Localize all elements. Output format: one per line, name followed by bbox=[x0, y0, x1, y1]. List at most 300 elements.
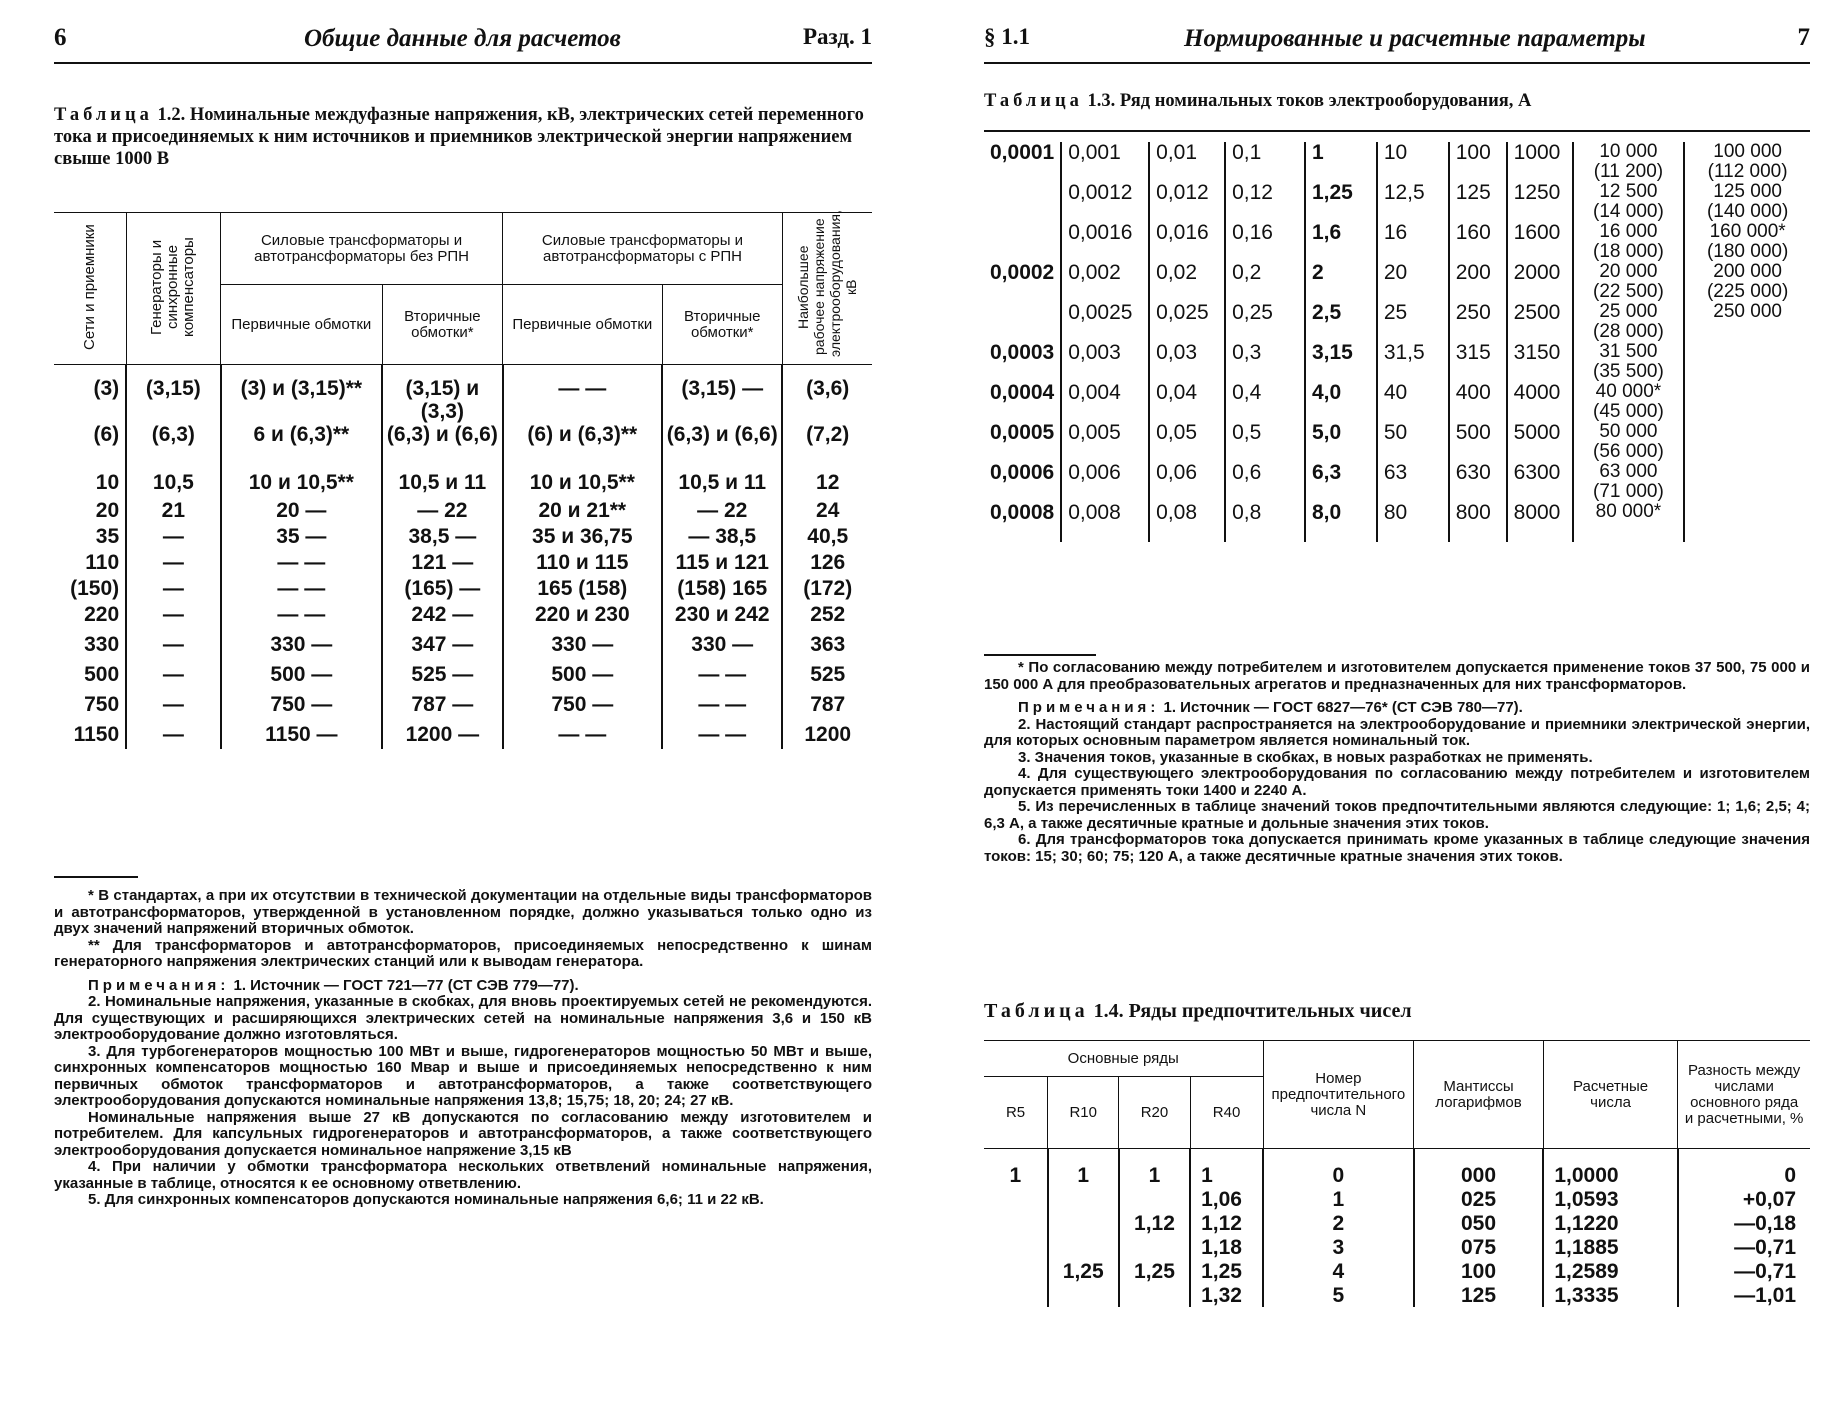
table-cell: 0,4 bbox=[1225, 382, 1305, 422]
table-cell: 330 bbox=[84, 632, 120, 656]
table-cell: 787 — bbox=[382, 689, 502, 719]
table-cell: 0,6 bbox=[1225, 462, 1305, 502]
table-cell: 35 bbox=[95, 525, 120, 548]
table-cell: 0,3 bbox=[1225, 342, 1305, 382]
table-cell: 0,012 bbox=[1149, 182, 1225, 222]
table-cell: 330 — bbox=[662, 629, 782, 659]
table-cell: 5 bbox=[1263, 1283, 1414, 1307]
table-row bbox=[54, 659, 872, 689]
header-secondary: Вторичные обмотки* bbox=[382, 285, 502, 365]
table-cell bbox=[1684, 502, 1810, 542]
note-4: 4. При наличии у обмотки трансформатора нескольких ответвлений номинальные напряжения, указанные в таблице, относятся к ее основному ответвлению. bbox=[54, 1158, 872, 1192]
header-r20: R20 bbox=[1119, 1077, 1190, 1149]
table-cell: 1,0000 bbox=[1543, 1149, 1677, 1188]
table-cell: 3,15 bbox=[1305, 342, 1377, 382]
table-cell: 0,02 bbox=[1149, 262, 1225, 302]
table-cell bbox=[1048, 1211, 1119, 1235]
table-cell: 10,5 bbox=[126, 471, 220, 499]
table-cell: 000 bbox=[1414, 1149, 1544, 1188]
left-page bbox=[0, 0, 910, 1416]
table-cell bbox=[1684, 382, 1810, 422]
table-cell: 2500 bbox=[1507, 302, 1573, 342]
table-cell bbox=[1048, 1283, 1119, 1307]
table-cell: 0,0005 bbox=[990, 421, 1055, 444]
table-1-4-caption bbox=[984, 1000, 1810, 1022]
table-cell: —0,18 bbox=[1678, 1211, 1810, 1235]
table-label: Таблица bbox=[984, 1000, 1089, 1022]
note bbox=[54, 978, 872, 995]
table-row bbox=[54, 629, 872, 659]
table-cell: 100 bbox=[1414, 1259, 1544, 1283]
table-cell: 0,0012 bbox=[1061, 182, 1149, 222]
footnote: * В стандартах, а при их отсутствии в технической документации на отдельные виды трансформаторов и автотрансформаторов, утвержденной в установленном порядке, должно указываться только одно из двух значений напряжений вторичных обмоток. bbox=[54, 887, 872, 937]
table-cell: 38,5 — bbox=[382, 525, 502, 551]
table-cell: 0,04 bbox=[1149, 382, 1225, 422]
table-cell: — bbox=[126, 659, 220, 689]
table-cell: 8,0 bbox=[1305, 502, 1377, 542]
table-cell: —0,71 bbox=[1678, 1235, 1810, 1259]
caption-text: 1.3. Ряд номинальных токов электрооборудования, А bbox=[1087, 91, 1532, 111]
table-cell: 1,3335 bbox=[1543, 1283, 1677, 1307]
table-cell: 025 bbox=[1414, 1187, 1544, 1211]
table-cell: (3) и (3,15)** bbox=[221, 365, 383, 424]
table-cell: 110 и 115 bbox=[503, 551, 662, 577]
table-cell: 160 bbox=[1449, 222, 1507, 262]
table-cell: —0,71 bbox=[1678, 1259, 1810, 1283]
table-cell bbox=[1684, 342, 1810, 382]
table-cell: 363 bbox=[782, 629, 872, 659]
table-cell bbox=[1048, 1235, 1119, 1259]
table-cell: (7,2) bbox=[782, 423, 872, 471]
header-calc: Расчетные числа bbox=[1543, 1041, 1677, 1149]
table-cell: 500 bbox=[1449, 422, 1507, 462]
table-cell: 125 bbox=[1449, 182, 1507, 222]
table-cell: 0,0004 bbox=[990, 381, 1055, 404]
section-label: § 1.1 bbox=[984, 24, 1030, 49]
table-row bbox=[984, 302, 1810, 342]
table-cell: 10 bbox=[95, 471, 120, 494]
table-row bbox=[54, 423, 872, 471]
table-cell: 63 bbox=[1377, 462, 1449, 502]
table-1-2-caption bbox=[54, 104, 872, 170]
table-cell: 525 bbox=[782, 659, 872, 689]
table-cell: 50 000 (56 000) bbox=[1573, 422, 1685, 462]
table-cell: 1,1220 bbox=[1543, 1211, 1677, 1235]
table-cell: 800 bbox=[1449, 502, 1507, 542]
table-cell: 0,8 bbox=[1225, 502, 1305, 542]
note-5: 5. Из перечисленных в таблице значений токов предпочтительными являются следующие: 1; 1,6; 2,5; 4; 6,3 А, а также десятичные кратные и дольные значения этих токов. bbox=[984, 798, 1810, 832]
header-basic-series: Основные ряды bbox=[984, 1041, 1263, 1077]
table-1-3 bbox=[984, 142, 1810, 542]
table-cell: (165) — bbox=[382, 577, 502, 603]
note-1: 1. Источник — ГОСТ 6827—76* (СТ СЭВ 780—77). bbox=[1163, 699, 1523, 716]
table-cell: 20 bbox=[1377, 262, 1449, 302]
table-cell: (3,15) bbox=[126, 365, 220, 424]
table-cell: 230 и 242 bbox=[662, 603, 782, 629]
table-cell: (6,3) и (6,6) bbox=[662, 423, 782, 471]
table-cell: 20 и 21** bbox=[503, 499, 662, 525]
table-cell: 10,5 и 11 bbox=[662, 471, 782, 499]
table-cell: — — bbox=[503, 365, 662, 424]
table-cell: 0,0002 bbox=[990, 261, 1055, 284]
table-cell: 63 000 (71 000) bbox=[1573, 462, 1685, 502]
table-cell: — bbox=[126, 603, 220, 629]
table-cell: — — bbox=[221, 551, 383, 577]
table-cell: — bbox=[126, 551, 220, 577]
header-primary: Первичные обмотки bbox=[221, 285, 383, 365]
table-cell: 0,0006 bbox=[990, 461, 1055, 484]
table-cell: 347 — bbox=[382, 629, 502, 659]
note-2: 2. Настоящий стандарт распространяется на электрооборудование и приемники электрической энергии, для которых основным параметром является номинальный ток. bbox=[984, 715, 1810, 749]
table-cell: 0,005 bbox=[1061, 422, 1149, 462]
table-cell: 100 bbox=[1449, 142, 1507, 182]
table-cell: 0,001 bbox=[1061, 142, 1149, 182]
table-cell: 16 bbox=[1377, 222, 1449, 262]
table-cell: — bbox=[126, 525, 220, 551]
table-row bbox=[984, 382, 1810, 422]
table-cell: 0 bbox=[1263, 1149, 1414, 1188]
table-cell: 750 bbox=[84, 692, 120, 716]
table-cell: 0,0008 bbox=[990, 501, 1055, 524]
table-cell: 1000 bbox=[1507, 142, 1573, 182]
table-cell: 0,0001 bbox=[990, 141, 1055, 164]
table-cell bbox=[1119, 1187, 1190, 1211]
table-cell: (6) и (6,3)** bbox=[503, 423, 662, 471]
table-cell: 220 и 230 bbox=[503, 603, 662, 629]
table-cell: 160 000* (180 000) bbox=[1684, 222, 1810, 262]
table-cell: 0,03 bbox=[1149, 342, 1225, 382]
table-cell: (3,6) bbox=[782, 365, 872, 424]
table-cell: — bbox=[126, 629, 220, 659]
table-cell: (150) bbox=[70, 577, 120, 600]
header-r5: R5 bbox=[984, 1077, 1048, 1149]
table-row bbox=[984, 1211, 1810, 1235]
header-no-rpn: Силовые трансформаторы и автотрансформаторы без РПН bbox=[221, 213, 503, 285]
table-cell: 40 000* (45 000) bbox=[1573, 382, 1685, 422]
table-cell: (158) 165 bbox=[662, 577, 782, 603]
table-cell: 40,5 bbox=[782, 525, 872, 551]
note-1: 1. Источник — ГОСТ 721—77 (СТ СЭВ 779—77). bbox=[233, 976, 579, 994]
table-cell bbox=[1119, 1283, 1190, 1307]
table-cell bbox=[984, 222, 1061, 262]
table-cell bbox=[984, 182, 1061, 222]
table-cell: 0,25 bbox=[1225, 302, 1305, 342]
table-cell: 750 — bbox=[221, 689, 383, 719]
note-4: 4. Для существующего электрооборудования по согласованию между потребителем и изготовителем допускается применять токи 1400 и 2240 А. bbox=[984, 765, 1810, 799]
table-cell: 4000 bbox=[1507, 382, 1573, 422]
table-cell: —1,01 bbox=[1678, 1283, 1810, 1307]
table-cell: 4,0 bbox=[1305, 382, 1377, 422]
table-1-4 bbox=[984, 1040, 1810, 1307]
table-row bbox=[984, 462, 1810, 502]
table-cell: 31,5 bbox=[1377, 342, 1449, 382]
running-title: Нормированные и расчетные параметры bbox=[1184, 25, 1646, 52]
note-3-cont: Номинальные напряжения выше 27 кВ допускаются по согласованию между изготовителем и потребителем. Для капсульных гидрогенераторов и автотрансформаторов, а также соответствующего электрооборудования допускается номинальное напряжение 3,15 кВ bbox=[54, 1108, 872, 1159]
table-cell bbox=[1684, 422, 1810, 462]
table-cell: — 22 bbox=[382, 499, 502, 525]
table-cell: 500 — bbox=[503, 659, 662, 689]
table-cell: 787 bbox=[782, 689, 872, 719]
table-cell: 0,003 bbox=[1061, 342, 1149, 382]
table-cell: 10 bbox=[1377, 142, 1449, 182]
table-cell: 1,12 bbox=[1190, 1211, 1263, 1235]
header-generators: Генераторы и синхронные компенсаторы bbox=[148, 236, 198, 337]
table-cell: 10 и 10,5** bbox=[503, 471, 662, 499]
table-row bbox=[984, 1235, 1810, 1259]
table-cell: 25 000 (28 000) bbox=[1573, 302, 1685, 342]
table-cell: 075 bbox=[1414, 1235, 1544, 1259]
table-cell: 0,06 bbox=[1149, 462, 1225, 502]
table-cell: 8000 bbox=[1507, 502, 1573, 542]
table-cell: 315 bbox=[1449, 342, 1507, 382]
table-cell: 1 bbox=[1305, 142, 1377, 182]
table-row bbox=[54, 499, 872, 525]
table-label: Таблица bbox=[54, 105, 153, 125]
table-cell: 1 bbox=[1119, 1149, 1190, 1188]
left-page-header bbox=[54, 18, 872, 64]
table-cell: 0,006 bbox=[1061, 462, 1149, 502]
table-cell bbox=[984, 302, 1061, 342]
table-cell: 121 — bbox=[382, 551, 502, 577]
table-cell bbox=[984, 1187, 1048, 1211]
table-row bbox=[984, 1259, 1810, 1283]
table-cell: 1,25 bbox=[1305, 182, 1377, 222]
table-cell: 6 и (6,3)** bbox=[221, 423, 383, 471]
table-cell: — bbox=[126, 577, 220, 603]
table-cell: 500 bbox=[84, 662, 120, 686]
table-cell: 1,2589 bbox=[1543, 1259, 1677, 1283]
table-cell: 750 — bbox=[503, 689, 662, 719]
table-cell: 2,5 bbox=[1305, 302, 1377, 342]
table-cell: 20 — bbox=[221, 499, 383, 525]
table-cell: — — bbox=[503, 719, 662, 749]
table-row bbox=[984, 422, 1810, 462]
footnote-rule bbox=[984, 654, 1096, 656]
table-cell: 0,01 bbox=[1149, 142, 1225, 182]
table-cell: 20 bbox=[95, 499, 120, 522]
table-row bbox=[984, 502, 1810, 542]
table-cell: 10,5 и 11 bbox=[382, 471, 502, 499]
table-cell: 10 000 (11 200) bbox=[1573, 142, 1685, 182]
table-cell: 1600 bbox=[1507, 222, 1573, 262]
header-number: Номер предпочтительного числа N bbox=[1263, 1041, 1414, 1149]
note-2: 2. Номинальные напряжения, указанные в скобках, для вновь проектируемых сетей не рекомендуются. Для существующих и расширяющихся электрических сетей на номинальные напряжения 3,6 и 150 кВ электрооборудование должно изготовляться. bbox=[54, 993, 872, 1043]
note-3: 3. Для турбогенераторов мощностью 100 МВт и выше, гидрогенераторов мощностью 50 МВт и выше, синхронных компенсаторов мощностью 160 Мвар и выше и присоединяемых непосредственно к ним первичных обмоток трансформаторов и автотрансформаторов, а также соответствующего электрооборудования допускаются номинальные напряжения 13,8; 15,75; 18, 20; 24; 27 кВ. bbox=[54, 1042, 872, 1109]
table-cell: 250 bbox=[1449, 302, 1507, 342]
right-page-header bbox=[984, 18, 1810, 64]
table-cell: 0,004 bbox=[1061, 382, 1149, 422]
table-cell: 80 000* bbox=[1573, 502, 1685, 542]
table-cell: 200 bbox=[1449, 262, 1507, 302]
note-6: 6. Для трансформаторов тока допускается принимать кроме указанных в таблице следующие значения токов: 15; 30; 60; 75; 120 А, а также десятичные кратные значения этих токов. bbox=[984, 831, 1810, 865]
table-cell: 1,25 bbox=[1048, 1259, 1119, 1283]
table-cell: — — bbox=[221, 603, 383, 629]
table-cell: 3150 bbox=[1507, 342, 1573, 382]
table-cell: (6,3) и (6,6) bbox=[382, 423, 502, 471]
header-max-voltage: Наибольшее рабочее напряжение электрооборудования, кВ bbox=[795, 209, 860, 357]
table-row bbox=[54, 577, 872, 603]
table-cell: 16 000 (18 000) bbox=[1573, 222, 1685, 262]
table-cell: — — bbox=[662, 689, 782, 719]
note-3: 3. Значения токов, указанные в скобках, в новых разработках не применять. bbox=[1018, 748, 1593, 766]
table-cell: 252 bbox=[782, 603, 872, 629]
table-cell: 12,5 bbox=[1377, 182, 1449, 222]
table-cell: 115 и 121 bbox=[662, 551, 782, 577]
table-cell: 330 — bbox=[503, 629, 662, 659]
table-cell: 50 bbox=[1377, 422, 1449, 462]
page-number: 7 bbox=[1797, 24, 1810, 51]
table-cell: 1,25 bbox=[1119, 1259, 1190, 1283]
table-row bbox=[984, 262, 1810, 302]
table-cell: 0,08 bbox=[1149, 502, 1225, 542]
table-cell: 250 000 bbox=[1684, 302, 1810, 342]
table-cell: — — bbox=[662, 659, 782, 689]
table-cell: 0,016 bbox=[1149, 222, 1225, 262]
caption-text: 1.4. Ряды предпочтительных чисел bbox=[1093, 1000, 1412, 1022]
table-cell: 1,0593 bbox=[1543, 1187, 1677, 1211]
table-cell: 5,0 bbox=[1305, 422, 1377, 462]
table-row bbox=[984, 182, 1810, 222]
note-5: 5. Для синхронных компенсаторов допускаются номинальные напряжения 6,6; 11 и 22 кВ. bbox=[88, 1191, 764, 1208]
table-cell: 330 — bbox=[221, 629, 383, 659]
table-cell: 630 bbox=[1449, 462, 1507, 502]
table-cell: 0,2 bbox=[1225, 262, 1305, 302]
table-cell: 2000 bbox=[1507, 262, 1573, 302]
table-cell: 5000 bbox=[1507, 422, 1573, 462]
table-cell: 1,06 bbox=[1190, 1187, 1263, 1211]
table-cell: 125 000 (140 000) bbox=[1684, 182, 1810, 222]
table-row bbox=[54, 471, 872, 499]
table-cell: 165 (158) bbox=[503, 577, 662, 603]
table-cell: 1150 bbox=[73, 722, 120, 746]
table-cell bbox=[984, 1259, 1048, 1283]
table-cell: — bbox=[126, 719, 220, 749]
table-cell: 126 bbox=[782, 551, 872, 577]
table-row bbox=[54, 525, 872, 551]
table-cell: 0,025 bbox=[1149, 302, 1225, 342]
table-cell: 0,0003 bbox=[990, 341, 1055, 364]
table-cell: 12 bbox=[782, 471, 872, 499]
header-primary: Первичные обмотки bbox=[503, 285, 662, 365]
table-row bbox=[984, 222, 1810, 262]
table-row bbox=[984, 1149, 1810, 1188]
table-cell: 1200 bbox=[782, 719, 872, 749]
notes-label: Примечания: bbox=[88, 976, 230, 994]
caption-text: 1.2. Номинальные междуфазные напряжения, кВ, электрических сетей переменного тока и присоединяемых к ним источников и приемников электрической энергии напряжением свыше 1000 В bbox=[54, 105, 864, 169]
table-cell: 1 bbox=[1263, 1187, 1414, 1211]
right-page bbox=[960, 0, 1841, 1416]
table-cell: 1 bbox=[1009, 1164, 1022, 1187]
table-row bbox=[984, 1283, 1810, 1307]
table-cell: 1,12 bbox=[1119, 1211, 1190, 1235]
table-row bbox=[54, 719, 872, 749]
table-cell: 4 bbox=[1263, 1259, 1414, 1283]
header-secondary: Вторичные обмотки* bbox=[662, 285, 782, 365]
table-1-2 bbox=[54, 209, 872, 749]
table-cell: 2 bbox=[1305, 262, 1377, 302]
table-cell: 0,0025 bbox=[1061, 302, 1149, 342]
table-cell: 1 bbox=[1048, 1149, 1119, 1188]
table-cell: 200 000 (225 000) bbox=[1684, 262, 1810, 302]
table-cell: 35 — bbox=[221, 525, 383, 551]
table-label: Таблица bbox=[984, 91, 1083, 111]
table-cell: — bbox=[126, 689, 220, 719]
table-row bbox=[54, 689, 872, 719]
table-cell: 220 bbox=[84, 603, 120, 626]
header-mantissa: Мантиссы логарифмов bbox=[1414, 1041, 1544, 1149]
table-cell: 20 000 (22 500) bbox=[1573, 262, 1685, 302]
table-cell: — — bbox=[662, 719, 782, 749]
table-cell: 525 — bbox=[382, 659, 502, 689]
table-cell bbox=[984, 1211, 1048, 1235]
table-cell: — 22 bbox=[662, 499, 782, 525]
footnote-rule bbox=[54, 876, 138, 878]
table-row bbox=[54, 603, 872, 629]
left-notes bbox=[54, 888, 872, 1209]
table-cell bbox=[1119, 1235, 1190, 1259]
footnote: ** Для трансформаторов и автотрансформаторов, присоединяемых непосредственно к шинам генераторного напряжения электрических станций или к выводам генератора. bbox=[54, 936, 872, 970]
header-networks: Сети и приемники bbox=[80, 223, 98, 350]
table-cell: 1,1885 bbox=[1543, 1235, 1677, 1259]
table-cell: 6300 bbox=[1507, 462, 1573, 502]
table-cell: 125 bbox=[1414, 1283, 1544, 1307]
page-number: 6 bbox=[54, 24, 67, 51]
table-row bbox=[54, 551, 872, 577]
table-1-3-caption bbox=[984, 90, 1810, 112]
table-cell: 0,0016 bbox=[1061, 222, 1149, 262]
table-cell: 12 500 (14 000) bbox=[1573, 182, 1685, 222]
header-diff: Разность между числами основного ряда и расчетными, % bbox=[1678, 1041, 1810, 1149]
header-r10: R10 bbox=[1048, 1077, 1119, 1149]
table-cell: 242 — bbox=[382, 603, 502, 629]
table-cell: 24 bbox=[782, 499, 872, 525]
notes-label: Примечания: bbox=[1018, 699, 1160, 716]
table-cell: 10 и 10,5** bbox=[221, 471, 383, 499]
table-1-3-top-rule bbox=[984, 130, 1810, 132]
table-row bbox=[984, 342, 1810, 382]
table-cell bbox=[984, 1235, 1048, 1259]
table-cell: 0,12 bbox=[1225, 182, 1305, 222]
table-cell: (3) bbox=[93, 377, 120, 400]
table-cell bbox=[1684, 462, 1810, 502]
table-cell: 1,25 bbox=[1190, 1259, 1263, 1283]
table-cell: 21 bbox=[126, 499, 220, 525]
right-notes bbox=[984, 660, 1810, 865]
table-cell: (3,15) и (3,3) bbox=[382, 365, 502, 424]
table-cell: 1200 — bbox=[382, 719, 502, 749]
running-title: Общие данные для расчетов bbox=[304, 25, 621, 52]
note bbox=[984, 700, 1810, 717]
table-cell: 40 bbox=[1377, 382, 1449, 422]
table-cell: +0,07 bbox=[1678, 1187, 1810, 1211]
table-cell: 1 bbox=[1190, 1149, 1263, 1188]
section-label: Разд. 1 bbox=[802, 24, 872, 49]
table-cell: 31 500 (35 500) bbox=[1573, 342, 1685, 382]
table-cell: 3 bbox=[1263, 1235, 1414, 1259]
header-with-rpn: Силовые трансформаторы и автотрансформаторы с РПН bbox=[503, 213, 783, 285]
table-cell: — — bbox=[221, 577, 383, 603]
table-cell: 050 bbox=[1414, 1211, 1544, 1235]
table-cell: 0,002 bbox=[1061, 262, 1149, 302]
table-cell bbox=[984, 1283, 1048, 1307]
table-cell: 1,32 bbox=[1190, 1283, 1263, 1307]
table-cell: 0,008 bbox=[1061, 502, 1149, 542]
header-r40: R40 bbox=[1190, 1077, 1263, 1149]
table-cell: 400 bbox=[1449, 382, 1507, 422]
table-cell: 500 — bbox=[221, 659, 383, 689]
table-row bbox=[54, 365, 872, 424]
table-cell: 25 bbox=[1377, 302, 1449, 342]
